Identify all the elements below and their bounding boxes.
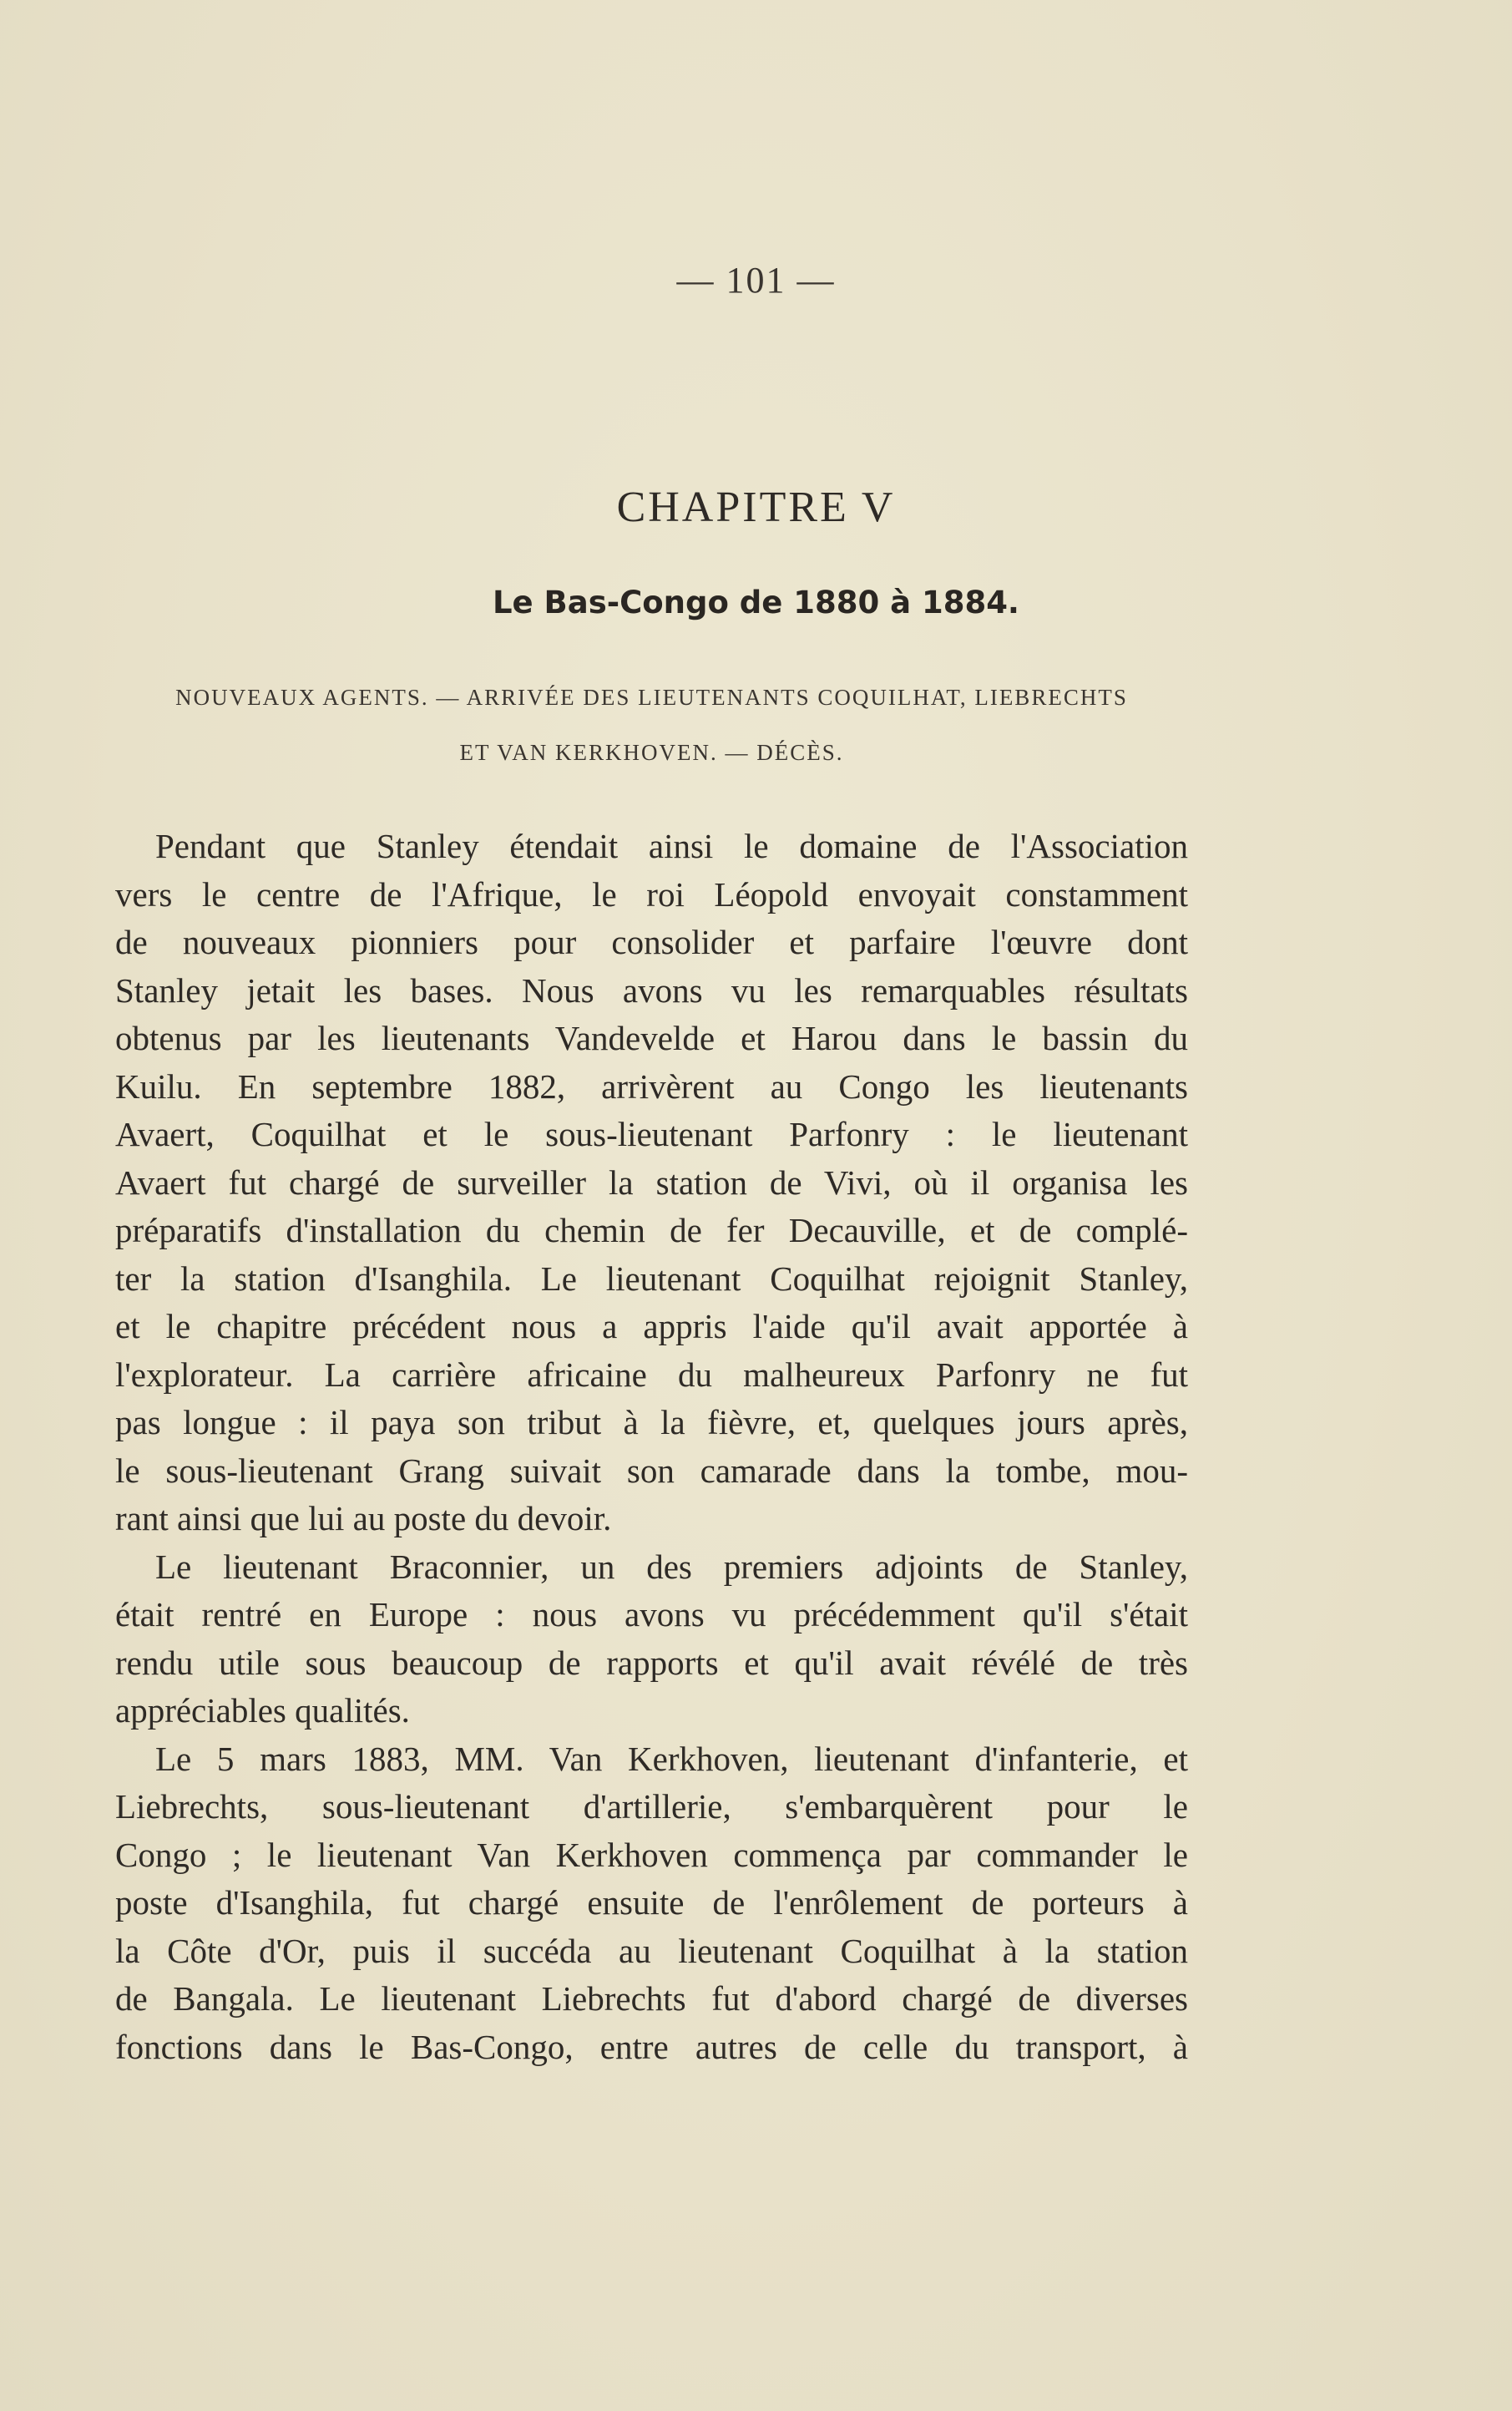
text-line: Le lieutenant Braconnier, un des premiers adjoints de Stanley, [155, 1547, 1188, 1586]
text-line: appréciables qualités. [115, 1691, 410, 1730]
text-line: était rentré en Europe : nous avons vu précédemment qu'il s'était [115, 1595, 1188, 1634]
text-line: Kuilu. En septembre 1882, arrivèrent au Congo les lieutenants [115, 1066, 1188, 1106]
text-line: Avaert, Coquilhat et le sous-lieutenant Parfonry : le lieutenant [115, 1115, 1188, 1153]
text-line: vers le centre de l'Afrique, le roi Léopold envoyait constamment [115, 874, 1188, 914]
text-line: poste d'Isanghila, fut chargé ensuite de l'enrôlement de porteurs à [115, 1883, 1188, 1922]
text-line: de nouveaux pionniers pour consolider et parfaire l'œuvre dont [115, 923, 1188, 961]
text-line: Avaert fut chargé de surveiller la station de Vivi, où il organisa les [115, 1162, 1188, 1202]
text-line: Stanley jetait les bases. Nous avons vu les remarquables résultats [115, 970, 1188, 1010]
text-line: rendu utile sous beaucoup de rapports et qu'il avait révélé de très [115, 1643, 1188, 1682]
text-line: de Bangala. Le lieutenant Liebrechts fut d'abord chargé de diverses [115, 1979, 1188, 2018]
text-line: fonctions dans le Bas-Congo, entre autres de celle du transport, à [115, 2027, 1188, 2066]
chapter-summary-line-2: ET VAN KERKHOVEN. — DÉCÈS. [459, 740, 844, 765]
text-line: pas longue : il paya son tribut à la fièvre, et, quelques jours après, [115, 1403, 1188, 1441]
chapter-summary-line-1: NOUVEAUX AGENTS. — ARRIVÉE DES LIEUTENANTS COQUILHAT, LIEBRECHTS [175, 685, 1128, 710]
text-line: ter la station d'Isanghila. Le lieutenant Coquilhat rejoignit Stanley, [115, 1259, 1188, 1298]
text-line: Liebrechts, sous-lieutenant d'artillerie, s'embarquèrent pour le [115, 1787, 1188, 1826]
text-line: rant ainsi que lui au poste du devoir. [115, 1499, 612, 1537]
text-line: Congo ; le lieutenant Van Kerkhoven commença par commander le [115, 1835, 1188, 1874]
chapter-title: Le Bas-Congo de 1880 à 1884. [492, 585, 1019, 620]
text-line: Le 5 mars 1883, MM. Van Kerkhoven, lieutenant d'infanterie, et [155, 1739, 1188, 1778]
text-line: et le chapitre précédent nous a appris l'aide qu'il avait apportée à [115, 1307, 1188, 1345]
text-line: Pendant que Stanley étendait ainsi le domaine de l'Association [155, 827, 1188, 865]
body-text [115, 823, 1188, 2071]
text-line: obtenus par les lieutenants Vandevelde et Harou dans le bassin du [115, 1019, 1188, 1057]
text-line: la Côte d'Or, puis il succéda au lieutenant Coquilhat à la station [115, 1931, 1188, 1970]
text-line: l'explorateur. La carrière africaine du malheureux Parfonry ne fut [115, 1355, 1188, 1394]
text-line: le sous-lieutenant Grang suivait son camarade dans la tombe, mou- [115, 1451, 1188, 1490]
text-line: préparatifs d'installation du chemin de fer Decauville, et de complé- [115, 1211, 1188, 1249]
page-number: — 101 — [676, 260, 836, 301]
chapter-heading: CHAPITRE V [616, 484, 896, 531]
